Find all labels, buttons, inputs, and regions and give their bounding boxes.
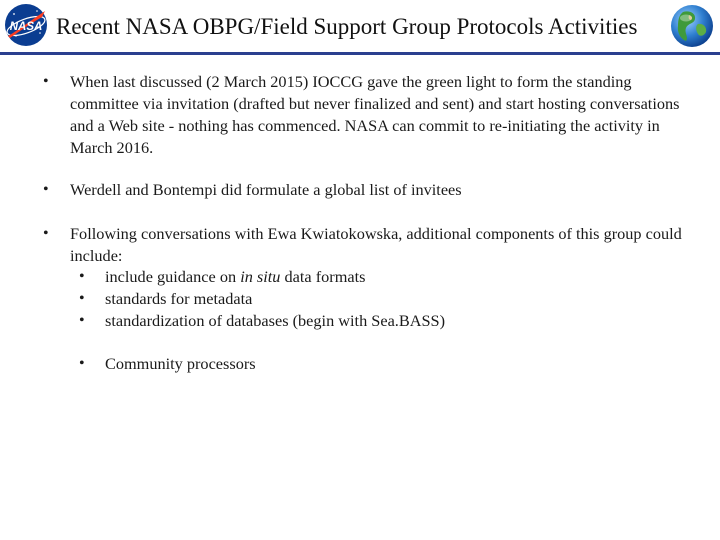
bullet-marker: • [43, 225, 49, 242]
bullet-marker: • [43, 73, 49, 90]
sub-list-item [79, 353, 695, 375]
bullet-marker: • [79, 268, 85, 285]
bullet-text: When last discussed (2 March 2015) IOCCG gave the green light to form the standing committee via invitation (drafted but never finalized and sent) and start hosting conversations and a Web site - nothing has commenced. NASA can commit to re-initiating the activity in March 2016. [70, 72, 680, 157]
sub-text-prefix: include guidance on [105, 267, 241, 286]
list-item [43, 179, 698, 201]
sub-text-suffix: data formats [280, 267, 366, 286]
nasa-logo-icon [4, 3, 48, 47]
earth-globe-icon [669, 3, 715, 49]
sub-list-item [79, 310, 695, 332]
bullet-text: Werdell and Bontempi did formulate a global list of invitees [70, 180, 462, 199]
list-item [43, 223, 698, 267]
bullet-marker: • [79, 312, 85, 329]
sub-list-item [79, 288, 695, 310]
sub-text-emphasis: in situ [240, 267, 281, 286]
sub-text: standards for metadata [105, 289, 253, 308]
bullet-marker: • [79, 290, 85, 307]
nasa-logo-text: NASA [9, 21, 43, 33]
sub-text: standardization of databases (begin with Sea.BASS) [105, 311, 446, 330]
slide-header [0, 0, 720, 56]
list-item [43, 71, 698, 159]
bullet-marker: • [79, 355, 85, 372]
bullet-marker: • [43, 181, 49, 198]
sub-list-item [79, 266, 695, 288]
bullet-text: Following conversations with Ewa Kwiatokowska, additional components of this group could include: [70, 224, 682, 265]
sub-text: Community processors [105, 354, 256, 373]
header-divider [0, 52, 720, 55]
page-title: Recent NASA OBPG/Field Support Group Protocols Activities [56, 14, 638, 39]
